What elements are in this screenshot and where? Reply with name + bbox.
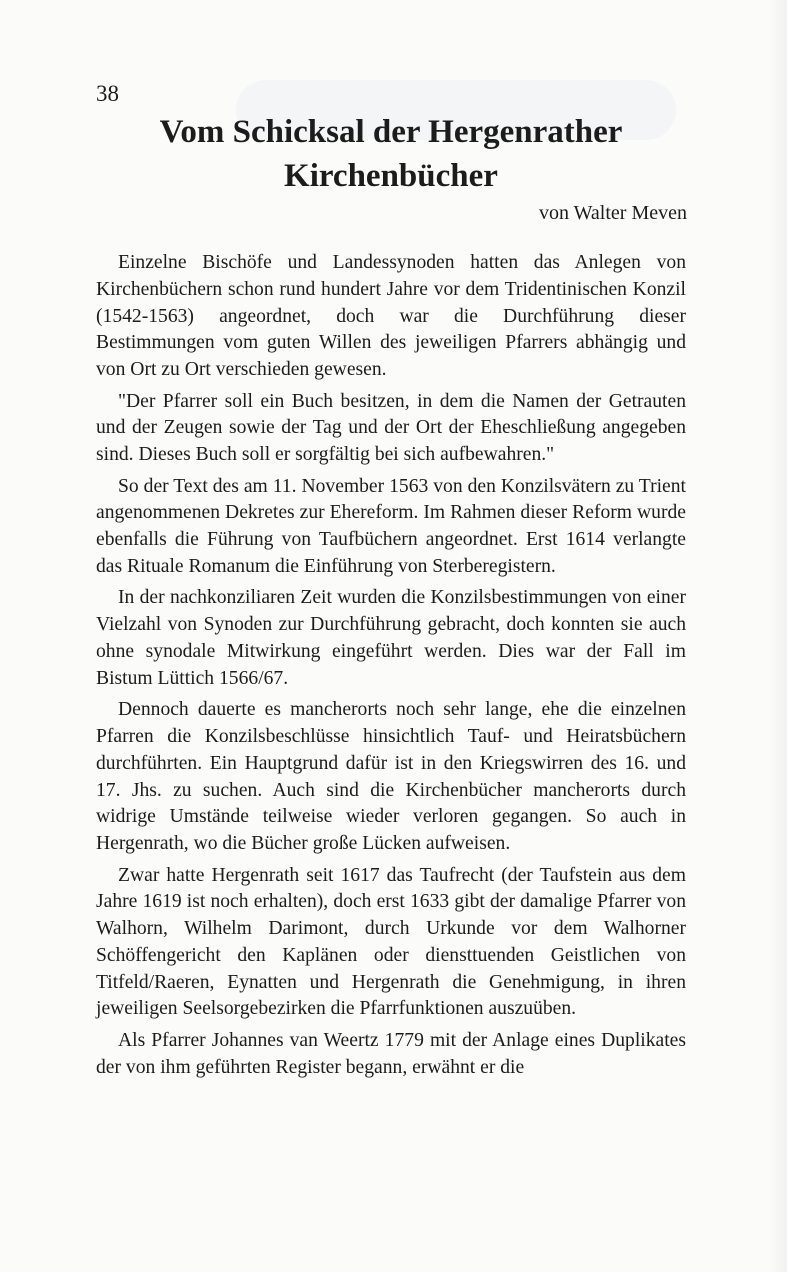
paragraph-5: Dennoch dauerte es mancherorts noch sehr lange, ehe die einzelnen Pfarren die Konzilsbeschlüsse hinsichtlich Tauf- und Heiratsbüchern durchführten. Ein Hauptgrund dafür ist in den Kriegswirren des 16. und 17. Jhs. zu suchen. Auch sind die Kirchenbücher mancherorts durch widrige Umstände teilweise wieder verloren gegangen. So auch in Hergenrath, wo die Bücher große Lücken aufweisen. bbox=[96, 699, 686, 855]
title-line-1: Vom Schicksal der Hergenrather bbox=[159, 114, 623, 150]
article-title bbox=[96, 110, 686, 198]
page-edge-shadow bbox=[769, 0, 787, 1272]
title-line-2: Kirchenbücher bbox=[284, 158, 498, 194]
paragraph-4: In der nachkonziliaren Zeit wurden die Konzilsbestimmungen von einer Vielzahl von Synoden zur Durchführung gebracht, doch konnten sie auch ohne synodale Mitwirkung eingeführt werden. Dies war der Fall im Bistum Lüttich 1566/67. bbox=[96, 587, 686, 689]
page-number: 38 bbox=[96, 81, 119, 106]
paragraph-1: Einzelne Bischöfe und Landessynoden hatten das Anlegen von Kirchenbüchern schon rund hundert Jahre vor dem Tridentinischen Konzil (1542-1563) angeordnet, doch war die Durchführung dieser Bestimmungen vom guten Willen des jeweiligen Pfarrers abhängig und von Ort zu Ort verschieden gewesen. bbox=[96, 252, 686, 381]
paragraph-6: Zwar hatte Hergenrath seit 1617 das Taufrecht (der Taufstein aus dem Jahre 1619 ist noch erhalten), doch erst 1633 gibt der damalige Pfarrer von Walhorn, Wilhelm Darimont, durch Urkunde vor dem Walhorner Schöffengericht den Kaplänen oder diensttuenden Geistlichen von Titfeld/Raeren, Eynatten und Hergenrath die Genehmigung, in ihren jeweiligen Seelsorgebezirken die Pfarrfunktionen auszuüben. bbox=[96, 864, 686, 1020]
paragraph-2: "Der Pfarrer soll ein Buch besitzen, in dem die Namen der Getrauten und der Zeugen sowie der Tag und der Ort der Eheschließung angegeben sind. Dieses Buch soll er sorgfältig bei sich aufbewahren." bbox=[96, 390, 686, 466]
paragraph-3: So der Text des am 11. November 1563 von den Konzilsvätern zu Trient angenommenen Dekretes zur Ehereform. Im Rahmen dieser Reform wurde ebenfalls die Führung von Taufbüchern angeordnet. Erst 1614 verlangte das Rituale Romanum die Einführung von Sterberegistern. bbox=[96, 475, 686, 577]
paragraph-7: Als Pfarrer Johannes van Weertz 1779 mit der Anlage eines Duplikates der von ihm geführten Register begann, erwähnt er die bbox=[96, 1029, 686, 1078]
author-byline: von Walter Meven bbox=[539, 202, 687, 224]
article-body bbox=[96, 250, 686, 1086]
